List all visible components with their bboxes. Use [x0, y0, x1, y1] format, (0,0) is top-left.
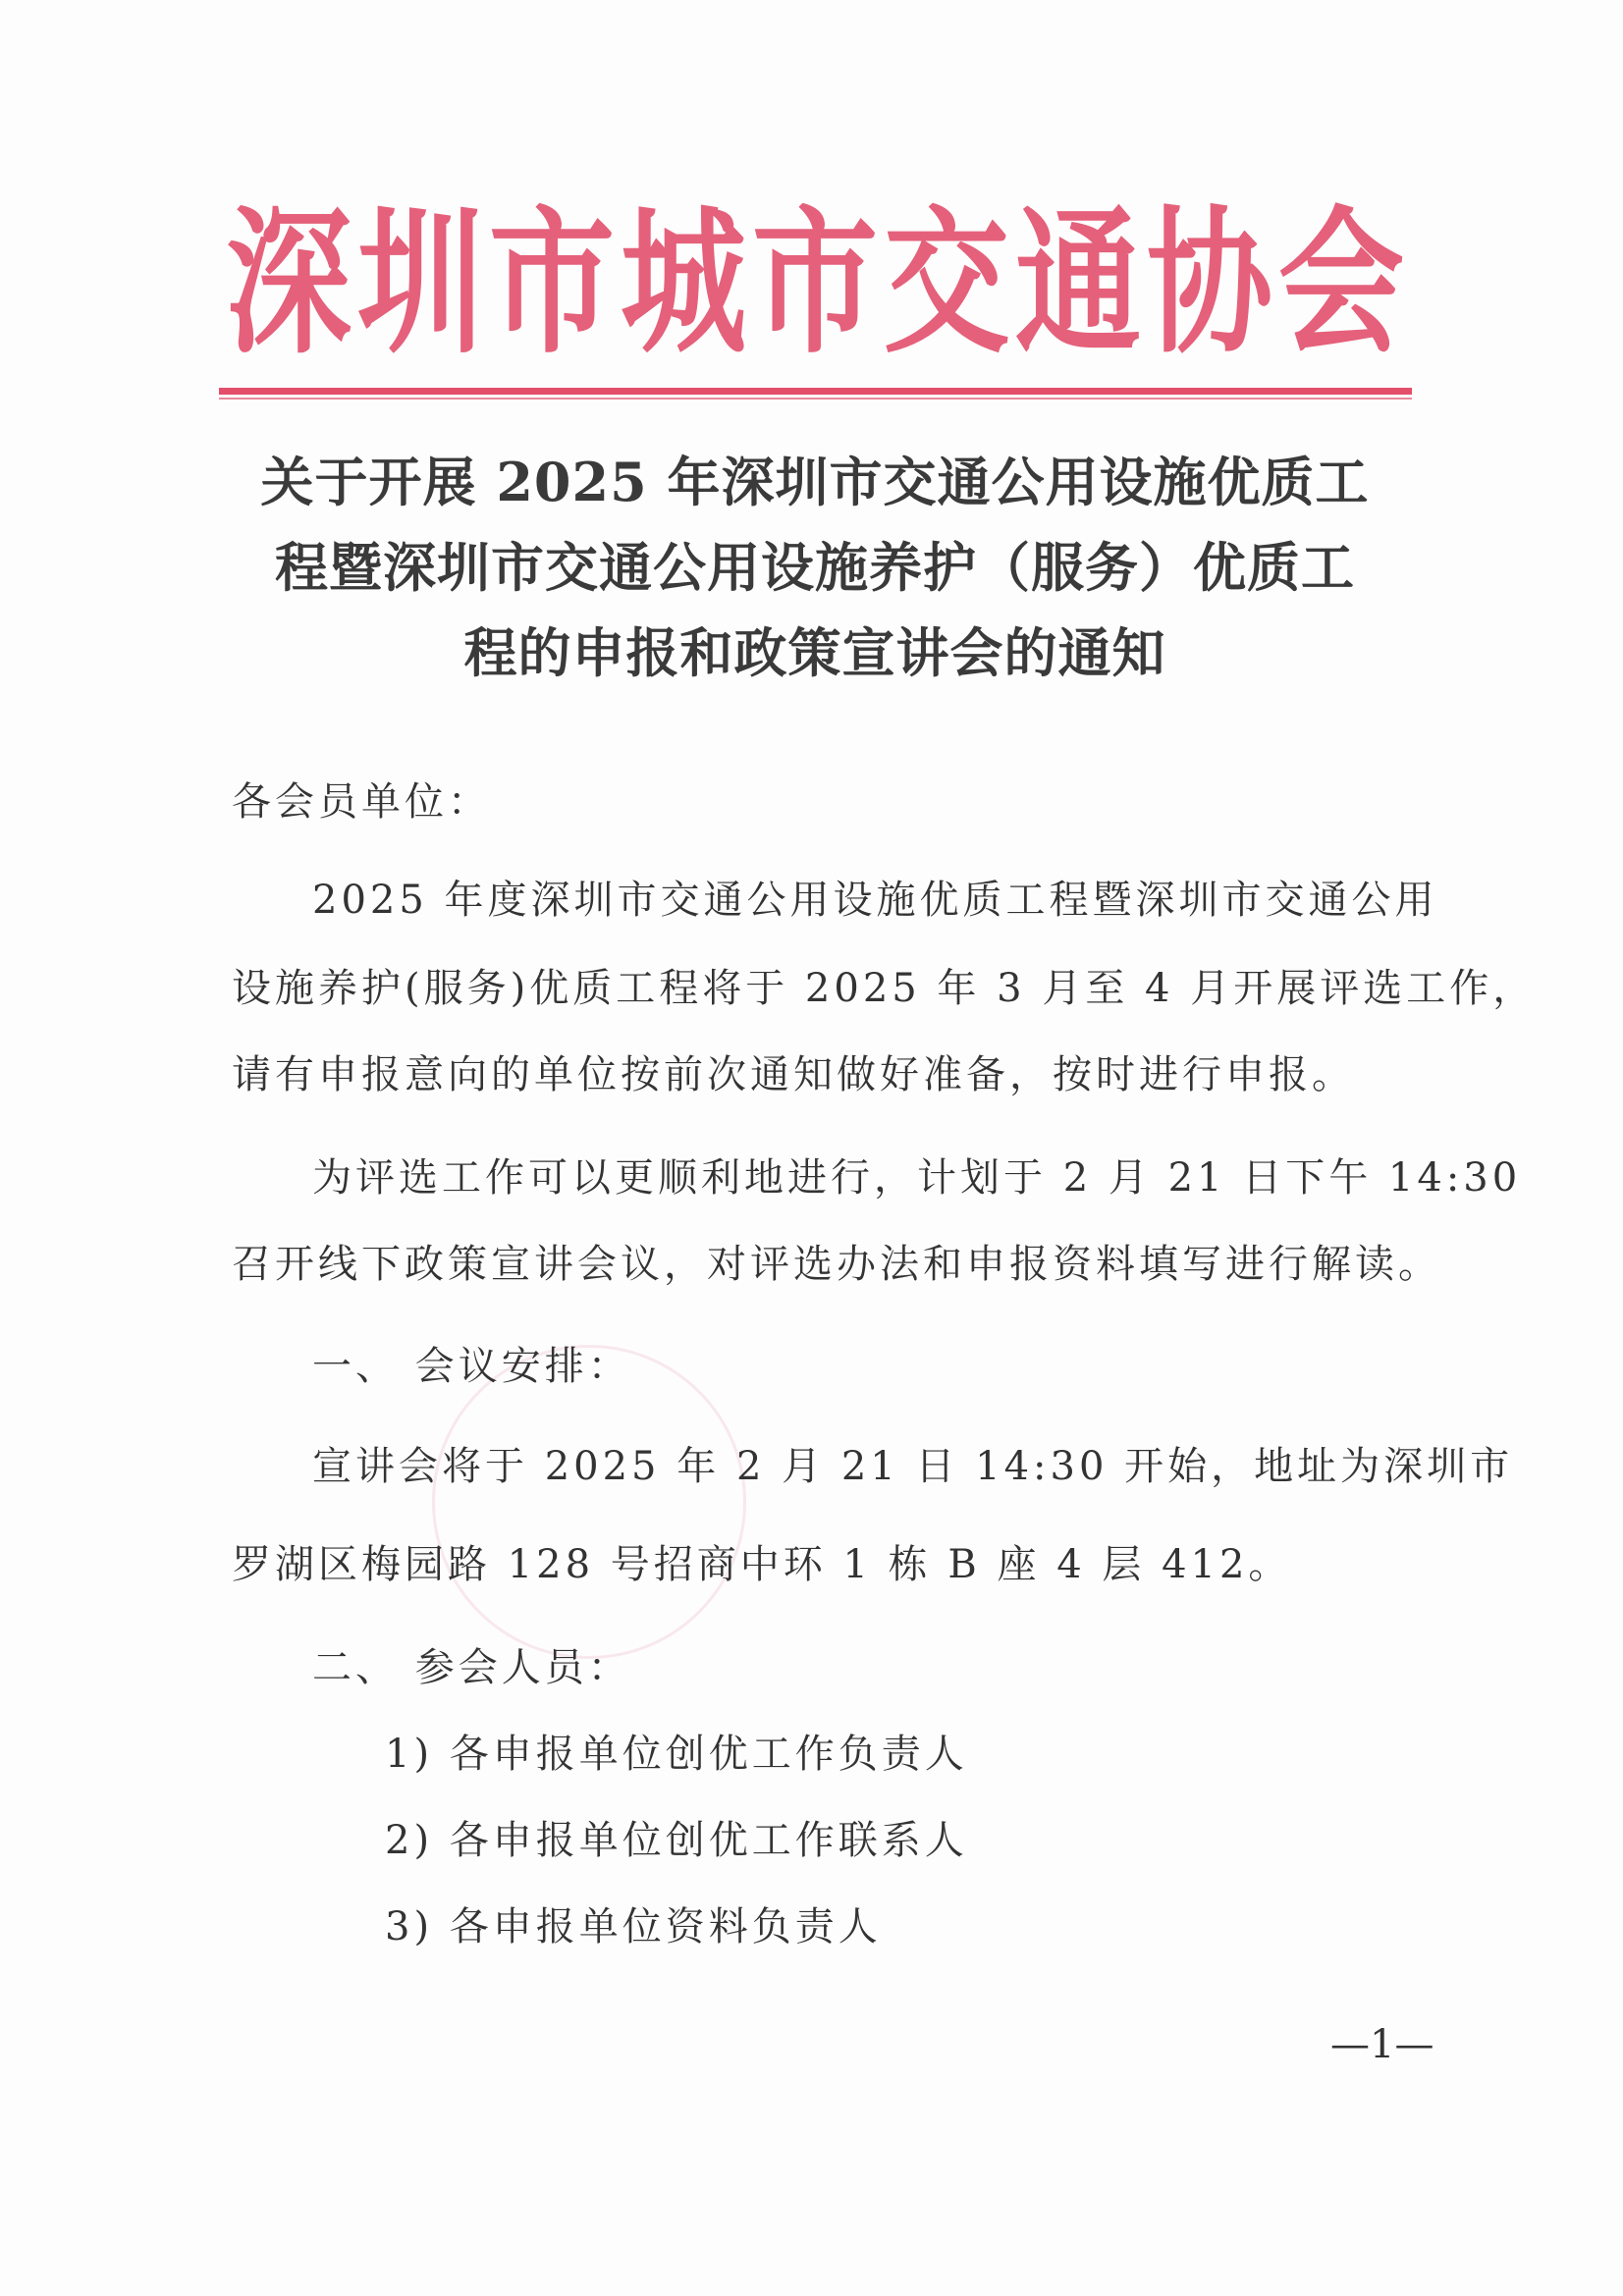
attendee-item: 2) 各申报单位创优工作联系人 — [385, 1818, 968, 1863]
letterhead-char: 交 — [884, 192, 1010, 376]
letterhead-char: 圳 — [357, 192, 484, 376]
letterhead-char: 市 — [752, 192, 879, 376]
letterhead-char: 深 — [226, 192, 352, 376]
paragraph-line: 宣讲会将于 2025 年 2 月 21 日 14:30 开始，地址为深圳市 — [312, 1444, 1514, 1489]
notice-title — [196, 440, 1434, 696]
page-number: —1— — [1330, 2022, 1434, 2067]
paragraph-line: 请有申报意向的单位按前次通知做好准备，按时进行申报。 — [232, 1052, 1355, 1097]
paragraph-line: 召开线下政策宣讲会议，对评选办法和申报资料填写进行解读。 — [232, 1242, 1441, 1287]
title-line: 关于开展 2025 年深圳市交通公用设施优质工 — [260, 451, 1370, 513]
letterhead-char: 会 — [1278, 192, 1405, 376]
paragraph-line: 2025 年度深圳市交通公用设施优质工程暨深圳市交通公用 — [312, 878, 1438, 923]
section-heading: 二、 参会人员： — [312, 1645, 631, 1690]
letterhead-org-name — [226, 191, 1404, 378]
letterhead-char: 市 — [489, 192, 616, 376]
paragraph-line: 罗湖区梅园路 128 号招商中环 1 栋 B 座 4 层 412。 — [232, 1542, 1292, 1587]
faint-seal-stamp — [432, 1345, 746, 1659]
letterhead-red-rule-thin — [219, 398, 1412, 400]
letterhead-char: 通 — [1015, 192, 1142, 376]
letterhead-red-rule — [219, 388, 1412, 395]
title-line: 程的申报和政策宣讲会的通知 — [463, 621, 1166, 684]
letterhead-char: 协 — [1147, 192, 1273, 376]
letterhead-char: 城 — [621, 192, 747, 376]
paragraph-line: 为评选工作可以更顺利地进行，计划于 2 月 21 日下午 14:30 — [312, 1155, 1522, 1201]
salutation: 各会员单位： — [232, 779, 491, 825]
attendee-item: 3) 各申报单位资料负责人 — [385, 1904, 882, 1949]
paragraph-line: 设施养护(服务)优质工程将于 2025 年 3 月至 4 月开展评选工作， — [232, 966, 1537, 1011]
title-line: 程暨深圳市交通公用设施养护（服务）优质工 — [275, 536, 1355, 599]
section-heading: 一、 会议安排： — [312, 1344, 631, 1389]
attendee-item: 1) 各申报单位创优工作负责人 — [385, 1732, 968, 1777]
